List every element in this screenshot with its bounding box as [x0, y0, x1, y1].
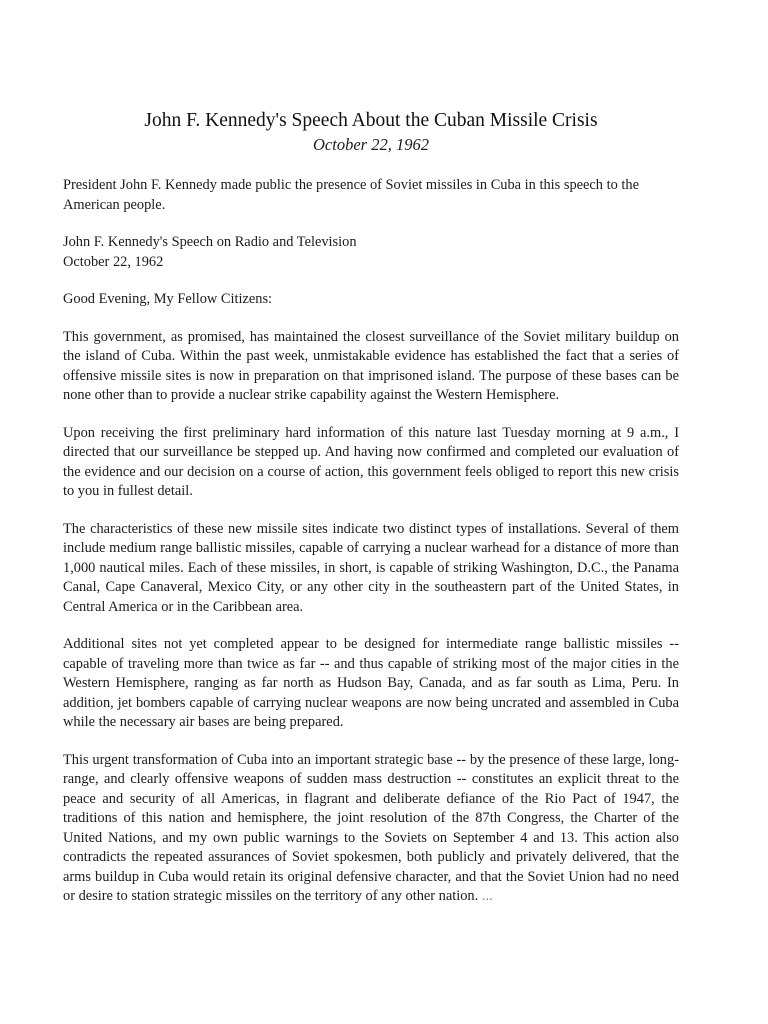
speech-paragraph-text: This urgent transformation of Cuba into an important strategic base -- by the presence of these large, long-range, and clearly offensive weapons of sudden mass destruction -- constitutes an explicit threat to the peace and security of all Americas, in flagrant and deliberate defiance of the Rio Pact of 1947, the traditions of this nation and hemisphere, the joint resolution of the 87th Congress, the Charter of the United Nations, and my own public warnings to the Soviets on September 4 and 13. This action also contradicts the repeated assurances of Soviet spokesmen, both publicly and privately delivered, that the arms buildup in Cuba would retain its original defensive character, and that the Soviet Union had no need or desire to station strategic missiles on the territory of any other nation. [63, 751, 679, 904]
document-date: October 22, 1962 [313, 135, 429, 154]
speech-paragraph-last [63, 751, 679, 907]
document-page [63, 108, 679, 925]
intro-paragraph: President John F. Kennedy made public the presence of Soviet missiles in Cuba in this speech to the American people. [63, 177, 639, 213]
speech-paragraph: Upon receiving the first preliminary hard information of this nature last Tuesday morning at 9 a.m., I directed that our surveillance be stepped up. And having now confirmed and completed our evaluation of the evidence and our decision on a course of action, this government feels obliged to report this new crisis to you in fullest detail. [63, 424, 679, 499]
speech-heading-title: John F. Kennedy's Speech on Radio and Television [63, 234, 357, 250]
speech-paragraph: The characteristics of these new missile sites indicate two distinct types of installations. Several of them include medium range ballistic missiles, capable of carrying a nuclear warhead for a distance of more than 1,000 nautical miles. Each of these missiles, in short, is capable of striking Washington, D.C., the Panama Canal, Cape Canaveral, Mexico City, or any other city in the southeastern part of the United States, in Central America or in the Caribbean area. [63, 520, 679, 615]
document-title: John F. Kennedy's Speech About the Cuban Missile Crisis [144, 110, 598, 131]
speech-heading [63, 233, 679, 272]
speech-paragraph: Additional sites not yet completed appear to be designed for intermediate range ballistic missiles -- capable of traveling more than twice as far -- and thus capable of striking most of the major cities in the Western Hemisphere, ranging as far north as Hudson Bay, Canada, and as far south as Lima, Peru. In addition, jet bombers capable of carrying nuclear weapons are now being uncrated and assembled in Cuba while the necessary air bases are being prepared. [63, 636, 679, 730]
speech-greeting: Good Evening, My Fellow Citizens: [63, 291, 273, 307]
continuation-ellipsis: ... [481, 888, 493, 904]
speech-heading-date: October 22, 1962 [63, 253, 164, 270]
speech-paragraph: This government, as promised, has maintained the closest surveillance of the Soviet military buildup on the island of Cuba. Within the past week, unmistakable evidence has established the fact that a series of offensive missile sites is now in preparation on that imprisoned island. The purpose of these bases can be none other than to provide a nuclear strike capability against the Western Hemisphere. [63, 328, 679, 403]
